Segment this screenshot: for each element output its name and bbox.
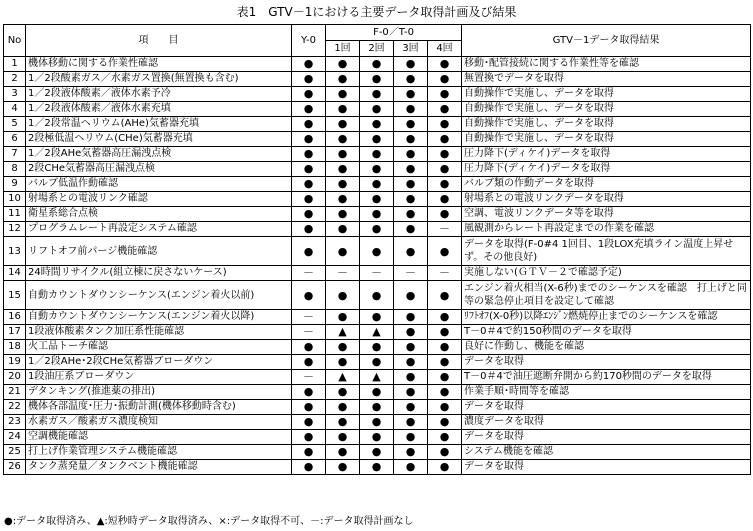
mark-run-3: ● — [394, 87, 428, 102]
row-item: 水素ガス／酸素ガス濃度検知 — [26, 415, 292, 430]
row-result: データを取得 — [462, 355, 751, 370]
mark-run-1: ● — [326, 177, 360, 192]
row-result: 濃度データを取得 — [462, 415, 751, 430]
row-number: 13 — [4, 237, 26, 266]
row-item: 1／2段AHe気蓄器高圧漏洩点検 — [26, 147, 292, 162]
mark-run-4: ● — [428, 132, 462, 147]
mark-run-1: ● — [326, 132, 360, 147]
mark-run-2: ● — [360, 147, 394, 162]
row-result: 自動操作で実施し、データを取得 — [462, 117, 751, 132]
row-number: 24 — [4, 430, 26, 445]
header-item: 項 目 — [26, 25, 292, 57]
row-item: 衛星系総合点検 — [26, 207, 292, 222]
mark-run-2: ● — [360, 102, 394, 117]
table-row — [4, 445, 751, 460]
mark-y0: ● — [292, 192, 326, 207]
mark-y0: ● — [292, 57, 326, 72]
row-number: 22 — [4, 400, 26, 415]
row-result: 風観測からレート再設定までの作業を確認 — [462, 222, 751, 237]
mark-run-4: ● — [428, 102, 462, 117]
mark-run-4: ● — [428, 310, 462, 325]
table-row — [4, 340, 751, 355]
mark-y0: ● — [292, 72, 326, 87]
row-item: 打上げ作業管理システム機能確認 — [26, 445, 292, 460]
mark-run-2: ● — [360, 117, 394, 132]
mark-run-2: ● — [360, 355, 394, 370]
row-number: 26 — [4, 460, 26, 475]
mark-run-1: ● — [326, 310, 360, 325]
row-result: バルブ類の作動データを取得 — [462, 177, 751, 192]
mark-run-2: ▲ — [360, 325, 394, 340]
table-row — [4, 162, 751, 177]
row-result: データを取得 — [462, 460, 751, 475]
mark-run-3: － — [394, 266, 428, 281]
mark-run-3: ● — [394, 162, 428, 177]
row-item: 空調機能確認 — [26, 430, 292, 445]
row-result: 実施しない(ＧＴＶ－２で確認予定) — [462, 266, 751, 281]
row-number: 21 — [4, 385, 26, 400]
mark-run-2: ● — [360, 445, 394, 460]
row-result: ﾘﾌﾄｵﾌ(X-0秒)以降ｴﾝｼﾞﾝ燃焼停止までのシーケンスを確認 — [462, 310, 751, 325]
mark-run-1: ● — [326, 72, 360, 87]
row-item: 1段液体酸素タンク加圧系性能確認 — [26, 325, 292, 340]
mark-run-2: ● — [360, 340, 394, 355]
table-body — [4, 57, 751, 475]
row-result: 無置換でデータを取得 — [462, 72, 751, 87]
row-result: データを取得 — [462, 430, 751, 445]
row-result: T－0＃4で約150秒間のデータを取得 — [462, 325, 751, 340]
row-result: 良好に作動し、機能を確認 — [462, 340, 751, 355]
mark-y0: ● — [292, 281, 326, 310]
mark-run-2: ● — [360, 430, 394, 445]
row-result: データを取得 — [462, 400, 751, 415]
row-item: バルブ低温作動確認 — [26, 177, 292, 192]
mark-run-3: ● — [394, 445, 428, 460]
mark-run-2: ● — [360, 207, 394, 222]
table-title: 表1 GTV－1における主要データ取得計画及び結果 — [236, 5, 517, 19]
mark-run-3: ● — [394, 222, 428, 237]
table-row — [4, 370, 751, 385]
mark-y0: ● — [292, 385, 326, 400]
row-item: 1／2段AHe･2段CHe気蓄器ブローダウン — [26, 355, 292, 370]
table-row — [4, 177, 751, 192]
table-row — [4, 102, 751, 117]
mark-run-3: ● — [394, 237, 428, 266]
mark-run-4: ● — [428, 177, 462, 192]
row-result: 圧力降下(ディケイ)データを取得 — [462, 162, 751, 177]
mark-run-1: ● — [326, 162, 360, 177]
row-item: 24時間リサイクル(組立棟に戻さないケース) — [26, 266, 292, 281]
table-row — [4, 132, 751, 147]
header-y0: Y-0 — [292, 25, 326, 57]
mark-y0: ● — [292, 87, 326, 102]
data-acquisition-table — [3, 24, 751, 475]
mark-run-1: ● — [326, 430, 360, 445]
mark-run-4: ● — [428, 117, 462, 132]
mark-run-1: ● — [326, 57, 360, 72]
mark-y0: ● — [292, 445, 326, 460]
row-number: 17 — [4, 325, 26, 340]
row-result: システム機能を確認 — [462, 445, 751, 460]
table-row — [4, 355, 751, 370]
row-number: 12 — [4, 222, 26, 237]
mark-run-1: － — [326, 266, 360, 281]
mark-run-1: ● — [326, 87, 360, 102]
mark-run-3: ● — [394, 132, 428, 147]
row-item: リフトオフ前パージ機能確認 — [26, 237, 292, 266]
row-result: データを取得(F-0#4 1回目、1段LOX充填ライン温度上昇せず。その他良好) — [462, 237, 751, 266]
mark-run-3: ● — [394, 325, 428, 340]
row-result: 空調、電波リンクデータ等を取得 — [462, 207, 751, 222]
table-row — [4, 87, 751, 102]
table-row — [4, 72, 751, 87]
mark-run-1: ● — [326, 237, 360, 266]
table-row — [4, 222, 751, 237]
table-row — [4, 57, 751, 72]
row-result: 自動操作で実施し、データを取得 — [462, 87, 751, 102]
row-result: 作業手順･時間等を確認 — [462, 385, 751, 400]
mark-run-2: ● — [360, 57, 394, 72]
mark-run-2: ● — [360, 310, 394, 325]
mark-run-1: ▲ — [326, 325, 360, 340]
mark-run-4: － — [428, 266, 462, 281]
row-item: 機体各部温度･圧力･振動計測(機体移動時含む) — [26, 400, 292, 415]
header-no: No — [4, 25, 26, 57]
mark-y0: ● — [292, 132, 326, 147]
mark-run-1: ● — [326, 340, 360, 355]
mark-y0: ● — [292, 415, 326, 430]
header-run-3: 3回 — [394, 41, 428, 57]
mark-y0: ● — [292, 102, 326, 117]
mark-run-1: ● — [326, 400, 360, 415]
mark-run-1: ● — [326, 192, 360, 207]
row-number: 11 — [4, 207, 26, 222]
mark-run-3: ● — [394, 117, 428, 132]
mark-run-1: ● — [326, 222, 360, 237]
row-item: 自動カウントダウンシーケンス(エンジン着火以降) — [26, 310, 292, 325]
row-item: 1段油圧系ブローダウン — [26, 370, 292, 385]
row-item: プログラムレート再設定システム確認 — [26, 222, 292, 237]
mark-run-1: ● — [326, 117, 360, 132]
mark-run-4: ● — [428, 207, 462, 222]
mark-run-2: ▲ — [360, 370, 394, 385]
mark-y0: － — [292, 310, 326, 325]
mark-run-2: － — [360, 266, 394, 281]
mark-run-1: ● — [326, 147, 360, 162]
table-row — [4, 460, 751, 475]
row-number: 7 — [4, 147, 26, 162]
row-number: 5 — [4, 117, 26, 132]
row-number: 1 — [4, 57, 26, 72]
mark-y0: ● — [292, 355, 326, 370]
row-item: 2段CHe気蓄器高圧漏洩点検 — [26, 162, 292, 177]
mark-run-2: ● — [360, 177, 394, 192]
mark-run-1: ● — [326, 355, 360, 370]
mark-run-3: ● — [394, 147, 428, 162]
mark-y0: － — [292, 266, 326, 281]
row-number: 2 — [4, 72, 26, 87]
mark-run-1: ● — [326, 460, 360, 475]
mark-run-4: ● — [428, 370, 462, 385]
row-result: 自動操作で実施し、データを取得 — [462, 102, 751, 117]
mark-run-2: ● — [360, 162, 394, 177]
row-number: 10 — [4, 192, 26, 207]
row-number: 3 — [4, 87, 26, 102]
mark-run-3: ● — [394, 281, 428, 310]
row-result: エンジン着火相当(X-6秒)までのシーケンスを確認 打上げと同等の緊急停止項目を設定して確認 — [462, 281, 751, 310]
row-number: 20 — [4, 370, 26, 385]
mark-run-2: ● — [360, 72, 394, 87]
mark-run-1: ▲ — [326, 370, 360, 385]
mark-run-2: ● — [360, 132, 394, 147]
mark-run-2: ● — [360, 385, 394, 400]
mark-run-3: ● — [394, 415, 428, 430]
mark-run-4: ● — [428, 325, 462, 340]
mark-run-3: ● — [394, 385, 428, 400]
mark-run-2: ● — [360, 460, 394, 475]
row-number: 18 — [4, 340, 26, 355]
mark-run-2: ● — [360, 192, 394, 207]
row-result: 射場系との電波リンクデータを取得 — [462, 192, 751, 207]
table-row — [4, 192, 751, 207]
mark-run-4: ● — [428, 400, 462, 415]
header-row-1 — [4, 25, 751, 41]
row-item: 1／2段常温ヘリウム(AHe)気蓄器充填 — [26, 117, 292, 132]
mark-run-1: ● — [326, 445, 360, 460]
legend: ●:データ取得済み、▲:短秒時データ取得済み、×:データ取得不可、－:データ取得計画なし — [4, 516, 414, 527]
mark-y0: － — [292, 370, 326, 385]
table-row — [4, 310, 751, 325]
mark-run-2: ● — [360, 281, 394, 310]
header-run-2: 2回 — [360, 41, 394, 57]
row-number: 6 — [4, 132, 26, 147]
mark-run-4: ● — [428, 72, 462, 87]
mark-run-4: ● — [428, 460, 462, 475]
mark-run-2: ● — [360, 415, 394, 430]
row-number: 15 — [4, 281, 26, 310]
table-row — [4, 385, 751, 400]
row-number: 16 — [4, 310, 26, 325]
mark-y0: ● — [292, 147, 326, 162]
table-row — [4, 430, 751, 445]
header-run-1: 1回 — [326, 41, 360, 57]
row-number: 23 — [4, 415, 26, 430]
mark-run-4: ● — [428, 237, 462, 266]
mark-run-1: ● — [326, 415, 360, 430]
row-item: 1／2段液体酸素／液体水素充填 — [26, 102, 292, 117]
mark-run-4: ● — [428, 385, 462, 400]
table-row — [4, 207, 751, 222]
mark-run-4: ● — [428, 355, 462, 370]
row-number: 14 — [4, 266, 26, 281]
row-item: 機体移動に関する作業性確認 — [26, 57, 292, 72]
table-row — [4, 325, 751, 340]
mark-run-3: ● — [394, 370, 428, 385]
mark-run-4: ● — [428, 445, 462, 460]
mark-run-1: ● — [326, 102, 360, 117]
mark-run-3: ● — [394, 460, 428, 475]
mark-run-3: ● — [394, 310, 428, 325]
row-item: タンク蒸発量／タンクベント機能確認 — [26, 460, 292, 475]
mark-run-2: ● — [360, 87, 394, 102]
table-row — [4, 266, 751, 281]
row-number: 25 — [4, 445, 26, 460]
mark-y0: ● — [292, 430, 326, 445]
mark-run-4: ● — [428, 192, 462, 207]
mark-run-4: ● — [428, 430, 462, 445]
mark-run-4: ● — [428, 340, 462, 355]
table-row — [4, 117, 751, 132]
row-item: デタンキング(推進薬の排出) — [26, 385, 292, 400]
mark-y0: ● — [292, 177, 326, 192]
row-result: 移動･配管接続に関する作業性等を確認 — [462, 57, 751, 72]
mark-run-3: ● — [394, 57, 428, 72]
table-row — [4, 237, 751, 266]
mark-run-4: ● — [428, 162, 462, 177]
mark-run-2: ● — [360, 400, 394, 415]
mark-run-1: ● — [326, 207, 360, 222]
mark-run-2: ● — [360, 222, 394, 237]
table-row — [4, 415, 751, 430]
row-item: 2段極低温ヘリウム(CHe)気蓄器充填 — [26, 132, 292, 147]
row-result: T－0＃4で油圧遮断弁開から約170秒間のデータを取得 — [462, 370, 751, 385]
mark-y0: ● — [292, 400, 326, 415]
table-row — [4, 400, 751, 415]
row-number: 9 — [4, 177, 26, 192]
mark-y0: ● — [292, 117, 326, 132]
mark-run-3: ● — [394, 192, 428, 207]
mark-run-3: ● — [394, 340, 428, 355]
mark-y0: ● — [292, 340, 326, 355]
table-row — [4, 281, 751, 310]
mark-run-1: ● — [326, 385, 360, 400]
row-result: 圧力降下(ディケイ)データを取得 — [462, 147, 751, 162]
mark-run-4: － — [428, 222, 462, 237]
mark-run-4: ● — [428, 147, 462, 162]
mark-run-4: ● — [428, 281, 462, 310]
mark-run-1: ● — [326, 281, 360, 310]
mark-run-2: ● — [360, 237, 394, 266]
header-f0t0: F-0／T-0 — [326, 25, 462, 41]
row-item: 火工品トーチ確認 — [26, 340, 292, 355]
mark-run-3: ● — [394, 400, 428, 415]
row-number: 4 — [4, 102, 26, 117]
mark-run-4: ● — [428, 415, 462, 430]
row-result: 自動操作で実施し、データを取得 — [462, 132, 751, 147]
mark-run-3: ● — [394, 430, 428, 445]
row-item: 1／2段酸素ガス／水素ガス置換(無置換も含む) — [26, 72, 292, 87]
mark-run-3: ● — [394, 355, 428, 370]
mark-y0: ● — [292, 222, 326, 237]
mark-run-3: ● — [394, 102, 428, 117]
mark-run-3: ● — [394, 72, 428, 87]
mark-y0: ● — [292, 460, 326, 475]
mark-y0: ● — [292, 207, 326, 222]
table-row — [4, 147, 751, 162]
mark-y0: － — [292, 325, 326, 340]
header-run-4: 4回 — [428, 41, 462, 57]
mark-run-3: ● — [394, 207, 428, 222]
row-number: 8 — [4, 162, 26, 177]
mark-run-4: ● — [428, 57, 462, 72]
mark-run-3: ● — [394, 177, 428, 192]
row-item: 射場系との電波リンク確認 — [26, 192, 292, 207]
header-result: GTV－1データ取得結果 — [462, 25, 751, 57]
mark-y0: ● — [292, 162, 326, 177]
mark-y0: ● — [292, 237, 326, 266]
row-item: 自動カウントダウンシーケンス(エンジン着火以前) — [26, 281, 292, 310]
mark-run-4: ● — [428, 87, 462, 102]
row-item: 1／2段液体酸素／液体水素予冷 — [26, 87, 292, 102]
row-number: 19 — [4, 355, 26, 370]
